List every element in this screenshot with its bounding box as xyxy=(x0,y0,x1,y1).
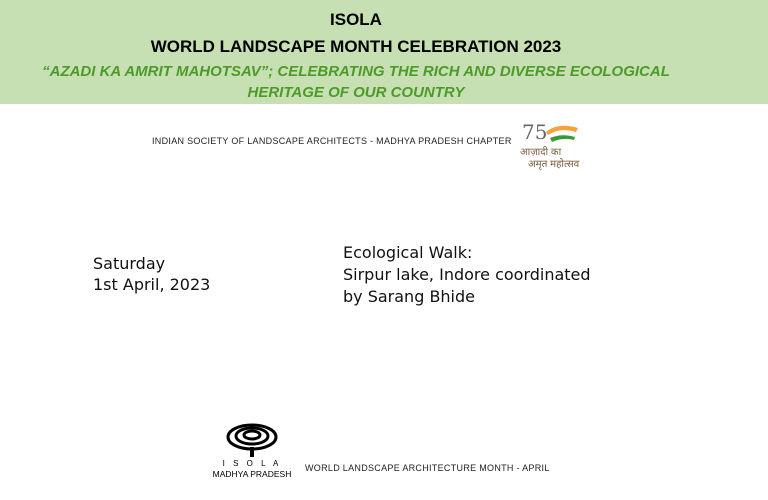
isola-spiral-icon xyxy=(224,421,280,459)
isola-logo-state: MADHYA PRADESH xyxy=(212,469,292,479)
event-date-block xyxy=(93,253,210,295)
logo-hindi-line2: अमृत महोत्सव xyxy=(528,159,580,170)
footer-caption: WORLD LANDSCAPE ARCHITECTURE MONTH - APRIL xyxy=(305,463,550,473)
tricolor-flag-icon xyxy=(544,124,588,146)
event-details-block xyxy=(343,242,591,308)
chapter-name: INDIAN SOCIETY OF LANDSCAPE ARCHITECTS - MADHYA PRADESH CHAPTER xyxy=(152,136,512,146)
isola-logo-text: I S O L A xyxy=(222,459,282,468)
event-location: Sirpur lake, Indore coordinated xyxy=(343,265,591,284)
banner-subtitle-line1: “AZADI KA AMRIT MAHOTSAV”; CELEBRATING THE RICH AND DIVERSE ECOLOGICAL xyxy=(42,63,670,80)
banner-title: ISOLA xyxy=(330,10,382,29)
event-day: Saturday xyxy=(93,254,166,273)
header-banner xyxy=(0,0,768,104)
isola-mp-logo xyxy=(212,421,294,481)
banner-subtitle-line2: HERITAGE OF OUR COUNTRY xyxy=(247,84,465,101)
banner-heading: WORLD LANDSCAPE MONTH CELEBRATION 2023 xyxy=(150,37,562,56)
event-date: 1st April, 2023 xyxy=(93,275,211,294)
logo-75-number: 75 xyxy=(522,120,548,144)
event-coordinator: by Sarang Bhide xyxy=(343,287,475,306)
logo-hindi-line1: आज़ादी का xyxy=(520,147,562,158)
azadi-ka-amrit-mahotsav-logo xyxy=(520,122,592,170)
event-title: Ecological Walk: xyxy=(343,243,473,262)
